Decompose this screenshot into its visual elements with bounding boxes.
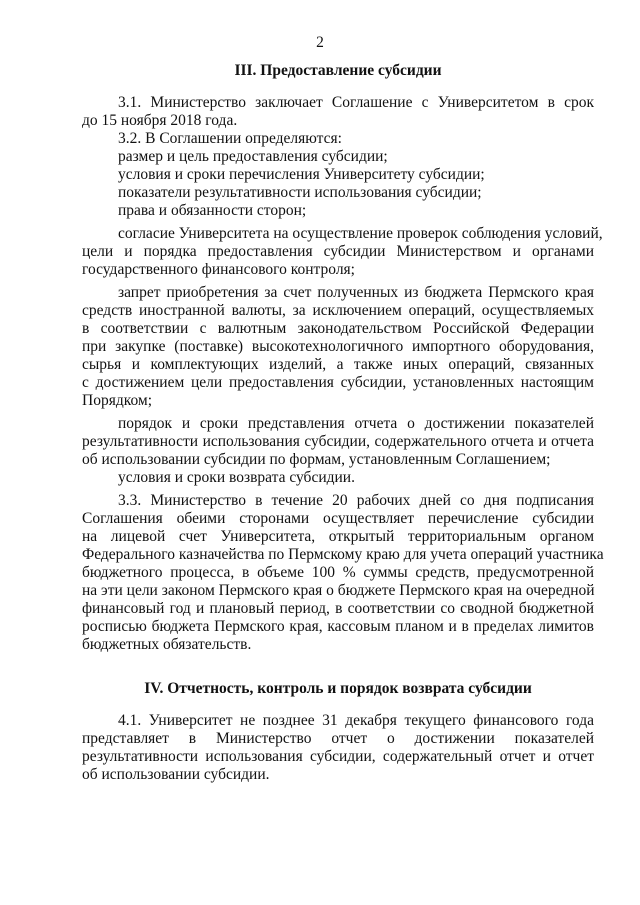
text-line: Порядком; (82, 392, 153, 409)
section-4-heading: IV. Отчетность, контроль и порядок возврата субсидии (144, 680, 532, 697)
text-line: результативности использования субсидии, содержательный отчет и отчет (82, 748, 594, 765)
text-line: на эти цели законом Пермского края о бюджете Пермского края на очередной (82, 582, 595, 599)
text-line: росписью бюджета Пермского края, кассовым планом и в пределах лимитов (82, 618, 594, 635)
section-3-heading: III. Предоставление субсидии (234, 62, 442, 79)
text-line: условия и сроки возврата субсидии. (118, 469, 355, 486)
text-line: цели и порядка предоставления субсидии Министерством и органами (82, 243, 594, 260)
text-line: условия и сроки перечисления Университету субсидии; (118, 166, 485, 183)
text-line: порядок и сроки представления отчета о достижении показателей (118, 415, 594, 432)
text-line: 3.2. В Соглашении определяются: (118, 130, 342, 147)
text-line: согласие Университета на осуществление проверок соблюдения условий, (118, 225, 603, 242)
text-line: бюджетного процесса, в объеме 100 % суммы средств, предусмотренной (82, 564, 594, 581)
text-line: государственного финансового контроля; (82, 261, 355, 278)
text-line: 4.1. Университет не позднее 31 декабря текущего финансового года (118, 712, 594, 729)
text-line: показатели результативности использования субсидии; (118, 184, 482, 201)
text-line: об использовании субсидии. (82, 766, 270, 783)
text-line: сырья и комплектующих изделий, а также иных операций, связанных (82, 356, 594, 373)
text-line: об использовании субсидии по формам, установленным Соглашением; (82, 451, 551, 468)
text-line: до 15 ноября 2018 года. (82, 112, 238, 129)
text-line: Федерального казначейства по Пермскому краю для учета операций участника (82, 546, 604, 563)
text-line: представляет в Министерство отчет о достижении показателей (82, 730, 594, 747)
text-line: при закупке (поставке) высокотехнологичного импортного оборудования, (82, 338, 594, 355)
text-line: права и обязанности сторон; (118, 202, 307, 219)
page-number: 2 (316, 34, 324, 51)
text-line: Соглашения обеими сторонами осуществляет перечисление субсидии (82, 510, 594, 527)
text-line: результативности использования субсидии, содержательного отчета и отчета (82, 433, 594, 450)
text-line: размер и цель предоставления субсидии; (118, 148, 388, 165)
text-line: запрет приобретения за счет полученных из бюджета Пермского края (118, 284, 594, 301)
text-line: бюджетных обязательств. (82, 636, 252, 653)
text-line: финансовый год и плановый период, в соответствии со сводной бюджетной (82, 600, 594, 617)
text-line: на лицевой счет Университета, открытый территориальным органом (82, 528, 594, 545)
text-line: с достижением цели предоставления субсидии, установленных настоящим (82, 374, 594, 391)
text-line: средств иностранной валюты, за исключением операций, осуществляемых (82, 302, 594, 319)
text-line: в соответствии с валютным законодательством Российской Федерации (82, 320, 594, 337)
text-line: 3.1. Министерство заключает Соглашение с Университетом в срок (118, 94, 594, 111)
text-line: 3.3. Министерство в течение 20 рабочих дней со дня подписания (118, 492, 594, 509)
